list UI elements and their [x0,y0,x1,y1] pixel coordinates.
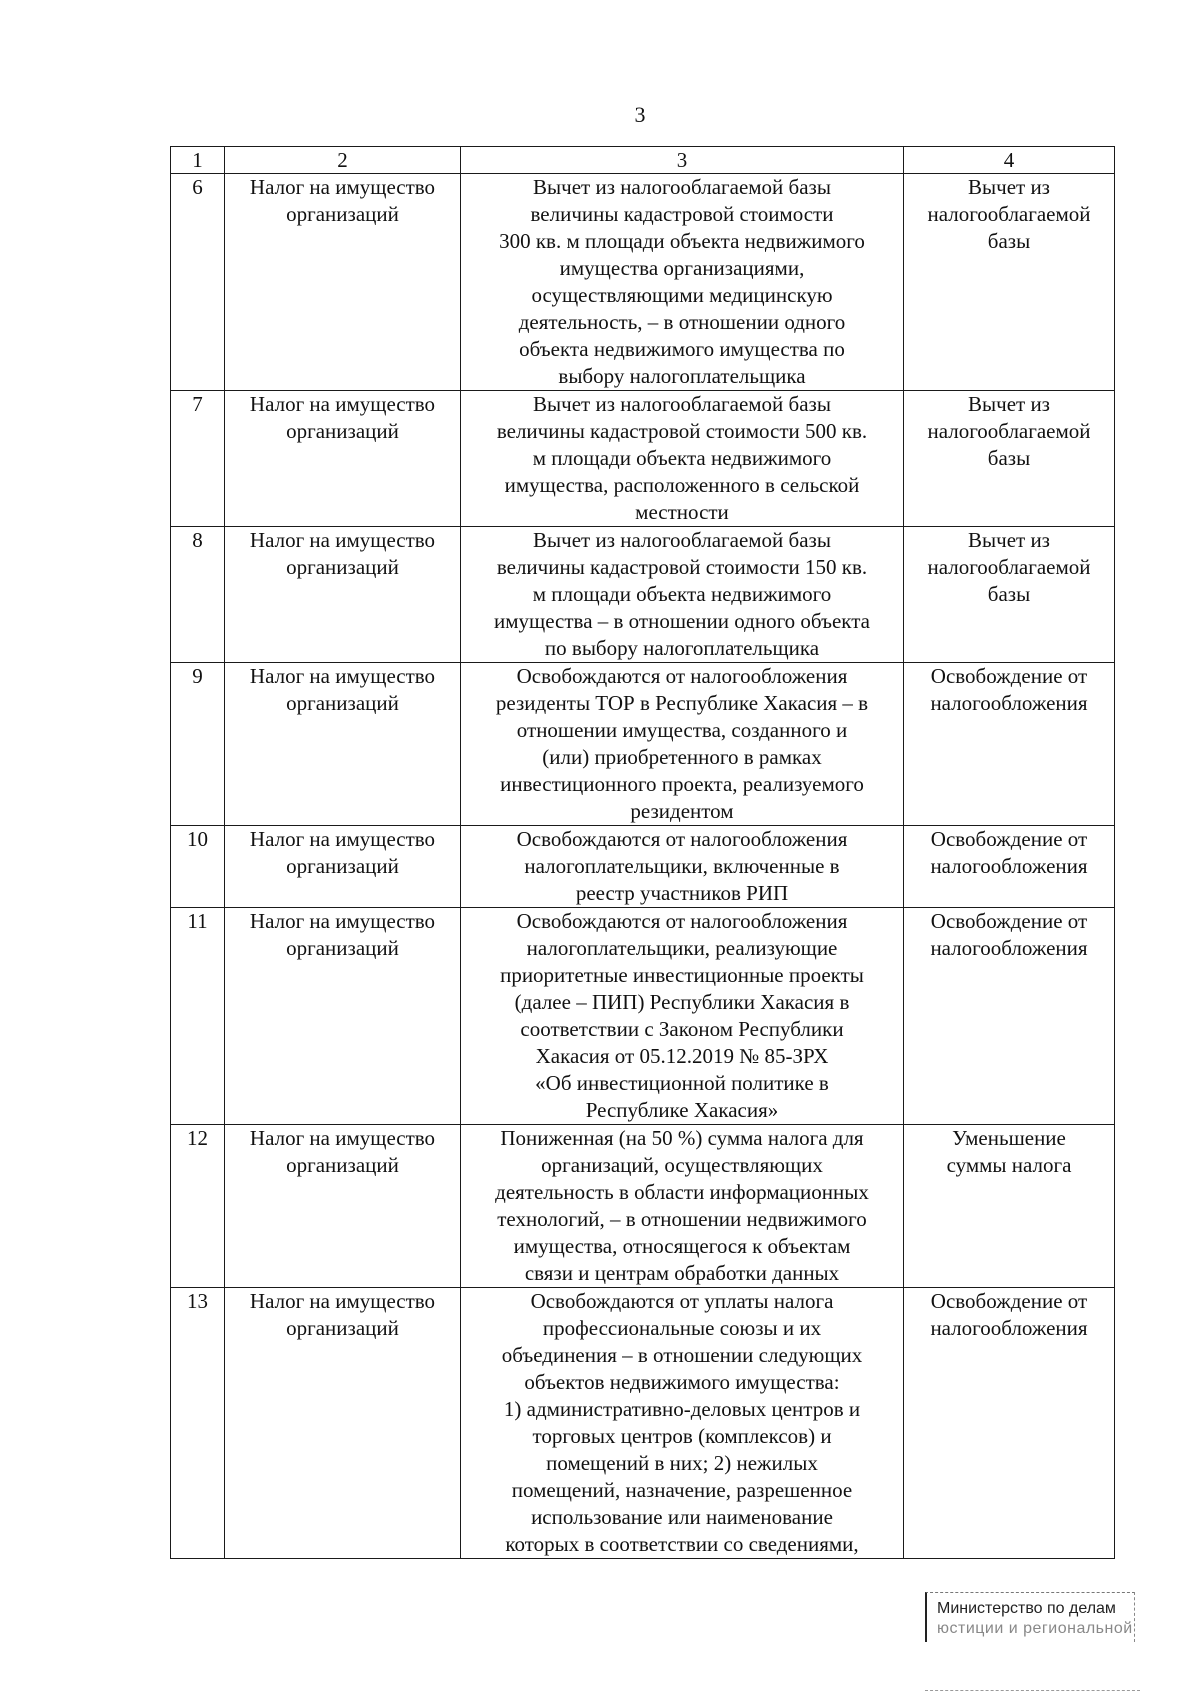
benefit-type [904,663,1115,826]
stamp-divider [925,1690,1140,1691]
benefit-description-line: помещений, назначение, разрешенное [511,1478,853,1502]
header-cell-3: 3 [461,147,904,174]
benefit-description-line: инвестиционного проекта, реализуемого [500,772,864,796]
benefit-description-line: соответствии с Законом Республики [520,1017,844,1041]
benefit-description-line: отношении имущества, созданного и [516,718,848,742]
benefit-description-line: резидентом [630,799,734,823]
benefit-type-line: суммы налога [946,1153,1072,1177]
benefit-description-line: Освобождаются от налогообложения [516,827,848,851]
benefit-type-line: Освобождение от [930,909,1088,933]
benefit-description-line: объектов недвижимого имущества: [524,1370,840,1394]
benefit-description-line: деятельность в области информационных [495,1180,869,1204]
table-row [171,908,1115,1125]
table-row [171,527,1115,663]
benefit-description-line: местности [635,500,729,524]
row-number: 8 [171,527,225,663]
benefit-description [461,1288,904,1559]
tax-name-line: организаций [286,202,399,226]
benefit-type-line: налогообложения [930,936,1088,960]
tax-name [225,527,461,663]
benefit-description-line: Пониженная (на 50 %) сумма налога для [500,1126,864,1150]
benefit-description-line: величины кадастровой стоимости 150 кв. [496,555,868,579]
benefit-description-line: организаций, осуществляющих [541,1153,823,1177]
benefit-type-line: Вычет из [968,175,1050,199]
benefit-description-line: приоритетные инвестиционные проекты [500,963,864,987]
benefit-description-line: «Об инвестиционной политике в [535,1071,829,1095]
tax-name-line: Налог на имущество [249,392,436,416]
benefit-type [904,527,1115,663]
table-header-row [171,147,1115,174]
tax-name-line: организаций [286,691,399,715]
tax-name-line: Налог на имущество [249,528,436,552]
benefit-description-line: которых в соответствии со сведениями, [505,1532,859,1556]
benefit-type-line: Освобождение от [930,827,1088,851]
benefit-type-line: базы [987,446,1031,470]
tax-name-line: Налог на имущество [249,1126,436,1150]
benefit-type-line: налогообложения [930,691,1088,715]
tax-name [225,826,461,908]
benefit-description-line: по выбору налогоплательщика [544,636,820,660]
benefit-description-line: объединения – в отношении следующих [501,1343,863,1367]
table-row [171,174,1115,391]
benefit-description-line: деятельность, – в отношении одного [518,310,846,334]
stamp-line-1: Министерство по делам [937,1600,1116,1617]
table-row [171,826,1115,908]
tax-name-line: организаций [286,1316,399,1340]
benefit-description-line: (далее – ПИП) Республики Хакасия в [514,990,850,1014]
benefit-type-line: налогообложения [930,1316,1088,1340]
tax-name [225,908,461,1125]
row-number: 9 [171,663,225,826]
benefit-description-line: имущества, расположенного в сельской [504,473,860,497]
table-row [171,663,1115,826]
benefit-description [461,1125,904,1288]
tax-name-line: организаций [286,419,399,443]
benefit-description-line: технологий, – в отношении недвижимого [497,1207,867,1231]
benefit-description-line: имущества организациями, [559,256,805,280]
row-number: 12 [171,1125,225,1288]
benefit-type-line: базы [987,229,1031,253]
benefit-description-line: 1) административно-деловых центров и [503,1397,861,1421]
benefit-description-line: имущества – в отношении одного объекта [494,609,870,633]
benefit-description-line: Хакасия от 05.12.2019 № 85-ЗРХ [535,1044,829,1068]
tax-name-line: Налог на имущество [249,827,436,851]
table-row [171,1288,1115,1559]
benefit-type-line: Уменьшение [952,1126,1066,1150]
header-cell-2: 2 [225,147,461,174]
row-number: 6 [171,174,225,391]
benefit-description-line: Освобождаются от уплаты налога [530,1289,834,1313]
tax-name-line: Налог на имущество [249,1289,436,1313]
benefit-type-line: налогообложения [930,854,1088,878]
benefit-description-line: м площади объекта недвижимого [532,446,832,470]
benefit-type-line: Вычет из [968,528,1050,552]
benefit-description-line: использование или наименование [531,1505,833,1529]
header-cell-1: 1 [171,147,225,174]
benefit-description-line: Вычет из налогооблагаемой базы [533,528,831,552]
benefit-description-line: Республике Хакасия» [585,1098,779,1122]
tax-name [225,1288,461,1559]
stamp-line-2: юстиции и региональной [937,1620,1133,1637]
benefit-description-line: Вычет из налогооблагаемой базы [533,175,831,199]
tax-name-line: организаций [286,1153,399,1177]
tax-name [225,391,461,527]
benefit-type-line: налогооблагаемой [927,202,1091,226]
benefit-description-line: имущества, относящегося к объектам [513,1234,851,1258]
benefit-description-line: реестр участников РИП [575,881,789,905]
tax-name-line: организаций [286,555,399,579]
tax-name-line: организаций [286,854,399,878]
row-number: 7 [171,391,225,527]
benefit-description-line: Вычет из налогооблагаемой базы [533,392,831,416]
benefit-description-line: помещений в них; 2) нежилых [546,1451,818,1475]
benefit-description [461,174,904,391]
page-number: 3 [634,102,646,127]
tax-name [225,1125,461,1288]
row-number: 10 [171,826,225,908]
benefit-description-line: 300 кв. м площади объекта недвижимого [499,229,865,253]
benefit-description-line: объекта недвижимого имущества по [519,337,845,361]
benefit-description [461,826,904,908]
benefit-description-line: налогоплательщики, реализующие [526,936,838,960]
benefit-description [461,527,904,663]
tax-name [225,174,461,391]
benefit-description-line: величины кадастровой стоимости [530,202,834,226]
benefit-type-line: налогооблагаемой [927,555,1091,579]
benefit-description-line: Освобождаются от налогообложения [516,909,848,933]
benefit-description-line: величины кадастровой стоимости 500 кв. [496,419,868,443]
benefit-type-line: налогооблагаемой [927,419,1091,443]
row-number: 11 [171,908,225,1125]
benefit-description-line: выбору налогоплательщика [558,364,806,388]
benefit-type-line: базы [987,582,1031,606]
tax-name-line: Налог на имущество [249,175,436,199]
benefit-type [904,1125,1115,1288]
benefit-description-line: связи и центрам обработки данных [524,1261,840,1285]
tax-name-line: Налог на имущество [249,664,436,688]
benefit-description [461,391,904,527]
benefit-description [461,663,904,826]
header-cell-4: 4 [904,147,1115,174]
benefit-description-line: налогоплательщики, включенные в [524,854,840,878]
benefit-type-line: Освобождение от [930,664,1088,688]
registration-stamp [925,1592,1135,1642]
table-row [171,1125,1115,1288]
benefit-description [461,908,904,1125]
benefit-type [904,826,1115,908]
benefit-type-line: Освобождение от [930,1289,1088,1313]
benefit-description-line: торговых центров (комплексов) и [532,1424,832,1448]
tax-name-line: Налог на имущество [249,909,436,933]
benefit-description-line: резиденты ТОР в Республике Хакасия – в [495,691,869,715]
benefit-description-line: м площади объекта недвижимого [532,582,832,606]
benefit-description-line: Освобождаются от налогообложения [516,664,848,688]
benefit-type-line: Вычет из [968,392,1050,416]
tax-benefits-table [170,146,1115,1559]
benefit-type [904,174,1115,391]
tax-name [225,663,461,826]
row-number: 13 [171,1288,225,1559]
benefit-description-line: осуществляющими медицинскую [531,283,833,307]
benefit-description-line: профессиональные союзы и их [542,1316,822,1340]
benefit-type [904,391,1115,527]
benefit-type [904,1288,1115,1559]
tax-name-line: организаций [286,936,399,960]
benefit-type [904,908,1115,1125]
table-row [171,391,1115,527]
benefit-description-line: (или) приобретенного в рамках [542,745,822,769]
